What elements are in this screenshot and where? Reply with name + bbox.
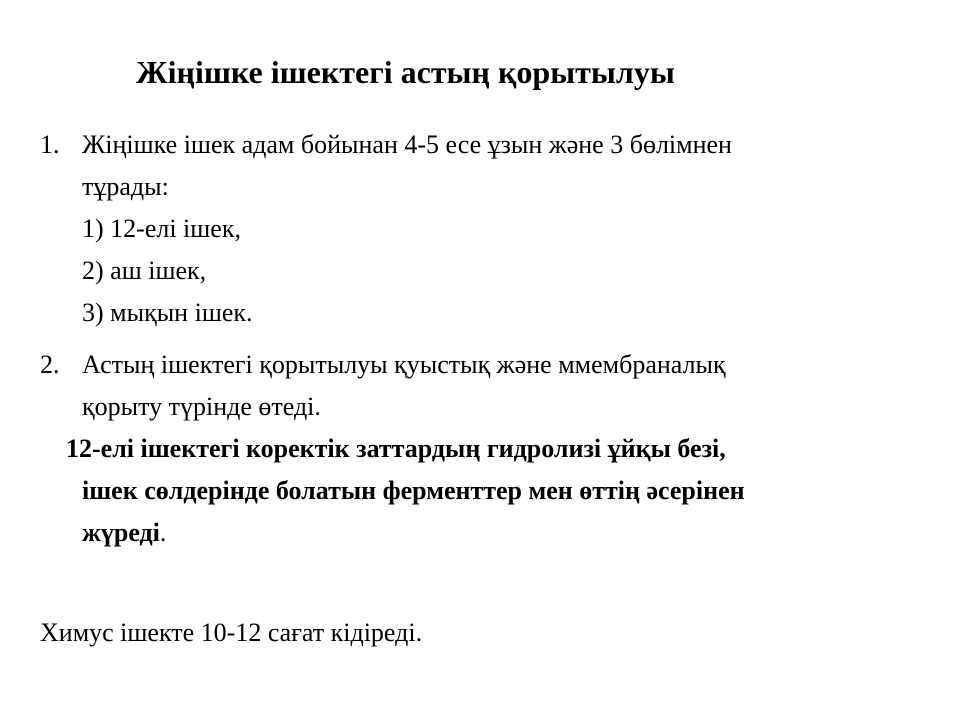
subitem-ileum: 3) мықын ішек. xyxy=(82,298,253,327)
list-item-1-number: 1. xyxy=(40,130,60,159)
bold-paragraph-line-1: 12-елі ішектегі коректік заттардың гидролизі ұйқы безі, xyxy=(66,434,726,463)
bold-paragraph-line-3-text: жүреді xyxy=(82,518,160,547)
list-item-1-line-1: Жіңішке ішек адам бойынан 4-5 есе ұзын және 3 бөлімнен xyxy=(82,130,732,159)
bold-paragraph xyxy=(66,428,926,554)
list-item-1-line-2: тұрады: xyxy=(82,172,169,201)
list-item-2 xyxy=(40,344,920,428)
list-item-2-number: 2. xyxy=(40,350,60,379)
list-item-2-line-2: қорыту түрінде өтеді. xyxy=(82,392,321,421)
bold-paragraph-period: . xyxy=(159,518,167,547)
bold-paragraph-line-3 xyxy=(66,512,926,554)
subitem-duodenum: 1) 12-елі ішек, xyxy=(82,214,241,243)
slide-title: Жіңішке ішектегі астың қорытылуы xyxy=(136,54,675,90)
bold-paragraph-line-2: ішек сөлдерінде болатын ферменттер мен өттің әсерінен xyxy=(82,476,745,505)
list-item-1 xyxy=(40,124,920,334)
numbered-list xyxy=(40,124,920,428)
list-item-2-line-1: Астың ішектегі қорытылуы қуыстық және ммембраналық xyxy=(82,350,726,379)
footer-text: Химус ішекте 10-12 сағат кідіреді. xyxy=(40,618,423,647)
subitem-jejunum: 2) аш ішек, xyxy=(82,256,207,285)
